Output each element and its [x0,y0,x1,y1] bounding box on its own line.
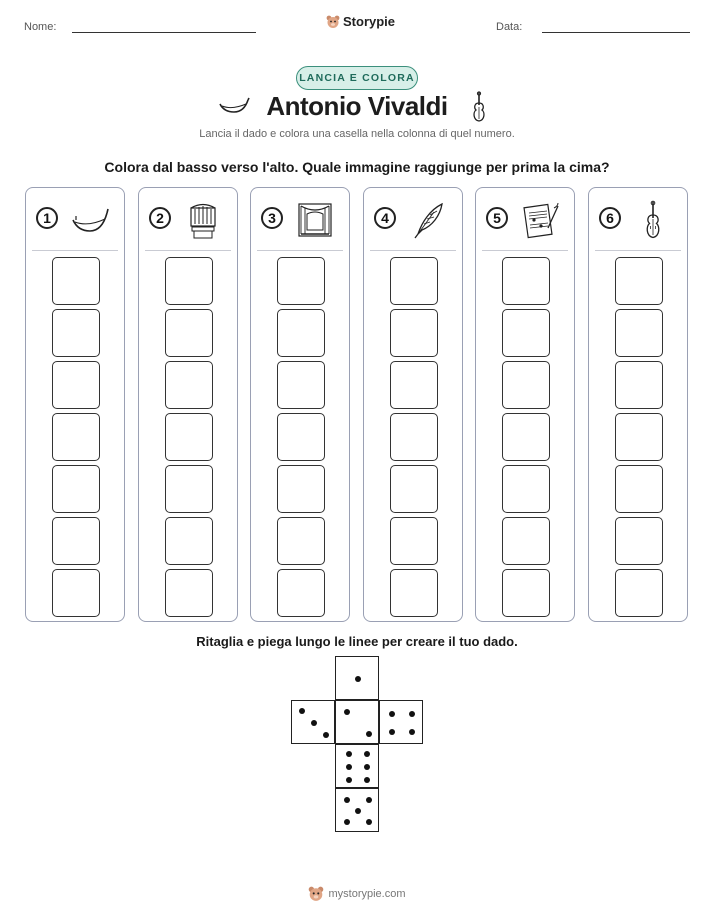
die-pip [344,797,350,803]
column-divider [595,250,681,251]
die-pip [364,777,370,783]
color-box[interactable] [52,257,100,305]
die-pip [346,751,352,757]
color-box[interactable] [502,361,550,409]
column-number: 5 [486,207,508,229]
die-pip [346,777,352,783]
color-box[interactable] [52,309,100,357]
footer-url[interactable]: mystorypie.com [328,888,406,900]
bear-logo-icon [326,15,340,29]
dice-column-5 [475,187,575,622]
column-divider [257,250,343,251]
footer [0,886,714,902]
color-box[interactable] [390,361,438,409]
sheet-music-icon [520,200,560,240]
color-box[interactable] [52,413,100,461]
dice-column-3 [250,187,350,622]
die-pip [364,751,370,757]
dice-column-2 [138,187,238,622]
color-box[interactable] [165,465,213,513]
color-box[interactable] [52,517,100,565]
column-header [139,188,237,252]
color-box[interactable] [277,413,325,461]
die-face-6 [335,744,379,788]
color-box[interactable] [615,309,663,357]
date-line[interactable] [542,32,690,33]
color-box[interactable] [615,257,663,305]
column-number: 2 [149,207,171,229]
brand-name: Storypie [343,14,396,29]
pipe-organ-icon [183,200,223,240]
die-pip [346,764,352,770]
die-pip [299,708,305,714]
color-box[interactable] [277,309,325,357]
dice-column-4 [363,187,463,622]
color-box[interactable] [615,517,663,565]
die-pip [355,676,361,682]
color-box[interactable] [390,465,438,513]
brand-logo [326,14,395,29]
activity-badge: LANCIA E COLORA [296,66,418,90]
color-box[interactable] [277,465,325,513]
color-box[interactable] [502,517,550,565]
color-box[interactable] [502,465,550,513]
dice-column-1 [25,187,125,622]
die-face-4 [379,700,423,744]
bear-footer-icon [308,886,324,902]
color-box[interactable] [615,413,663,461]
color-box[interactable] [165,569,213,617]
column-divider [145,250,231,251]
violin-icon [633,200,673,240]
quill-feather-icon [408,200,448,240]
color-box[interactable] [165,309,213,357]
color-box[interactable] [502,257,550,305]
color-box[interactable] [165,361,213,409]
color-box[interactable] [390,309,438,357]
die-face-2 [335,700,379,744]
subtitle: Lancia il dado e colora una casella nella colonna di quel numero. [199,128,515,140]
die-pip [344,819,350,825]
color-box[interactable] [165,257,213,305]
name-label: Nome: [24,21,57,33]
die-face-3 [291,700,335,744]
column-header [589,188,687,252]
color-box[interactable] [615,569,663,617]
color-box[interactable] [502,569,550,617]
coloring-instruction: Colora dal basso verso l'alto. Quale immagine raggiunge per prima la cima? [104,159,610,175]
color-box[interactable] [390,517,438,565]
color-box[interactable] [52,361,100,409]
page-title: Antonio Vivaldi [266,91,448,121]
color-box[interactable] [277,257,325,305]
color-box[interactable] [165,413,213,461]
color-box[interactable] [277,569,325,617]
color-box[interactable] [390,569,438,617]
die-pip [344,709,350,715]
die-pip [366,819,372,825]
color-box[interactable] [277,361,325,409]
theater-stage-icon [295,200,335,240]
name-line[interactable] [72,32,256,33]
column-divider [32,250,118,251]
die-pip [364,764,370,770]
column-number: 4 [374,207,396,229]
column-divider [370,250,456,251]
die-pip [355,808,361,814]
violin-icon [470,91,488,123]
date-label: Data: [496,21,523,33]
die-pip [389,729,395,735]
color-box[interactable] [52,465,100,513]
column-header [251,188,349,252]
die-pip [409,711,415,717]
color-box[interactable] [615,361,663,409]
color-box[interactable] [277,517,325,565]
die-face-5 [335,788,379,832]
color-box[interactable] [390,257,438,305]
die-pip [323,732,329,738]
column-number: 6 [599,207,621,229]
column-number: 3 [261,207,283,229]
die-pip [311,720,317,726]
dice-column-6 [588,187,688,622]
column-divider [482,250,568,251]
column-header [476,188,574,252]
color-box[interactable] [502,413,550,461]
color-box[interactable] [390,413,438,461]
die-pip [389,711,395,717]
color-box[interactable] [165,517,213,565]
dice-instruction: Ritaglia e piega lungo le linee per creare il tuo dado. [196,634,518,649]
column-number: 1 [36,207,58,229]
die-pip [409,729,415,735]
color-box[interactable] [615,465,663,513]
die-pip [366,731,372,737]
color-box[interactable] [52,569,100,617]
die-face-1 [335,656,379,700]
column-header [26,188,124,252]
column-header [364,188,462,252]
color-box[interactable] [502,309,550,357]
die-pip [366,797,372,803]
gondola-icon [70,200,110,240]
